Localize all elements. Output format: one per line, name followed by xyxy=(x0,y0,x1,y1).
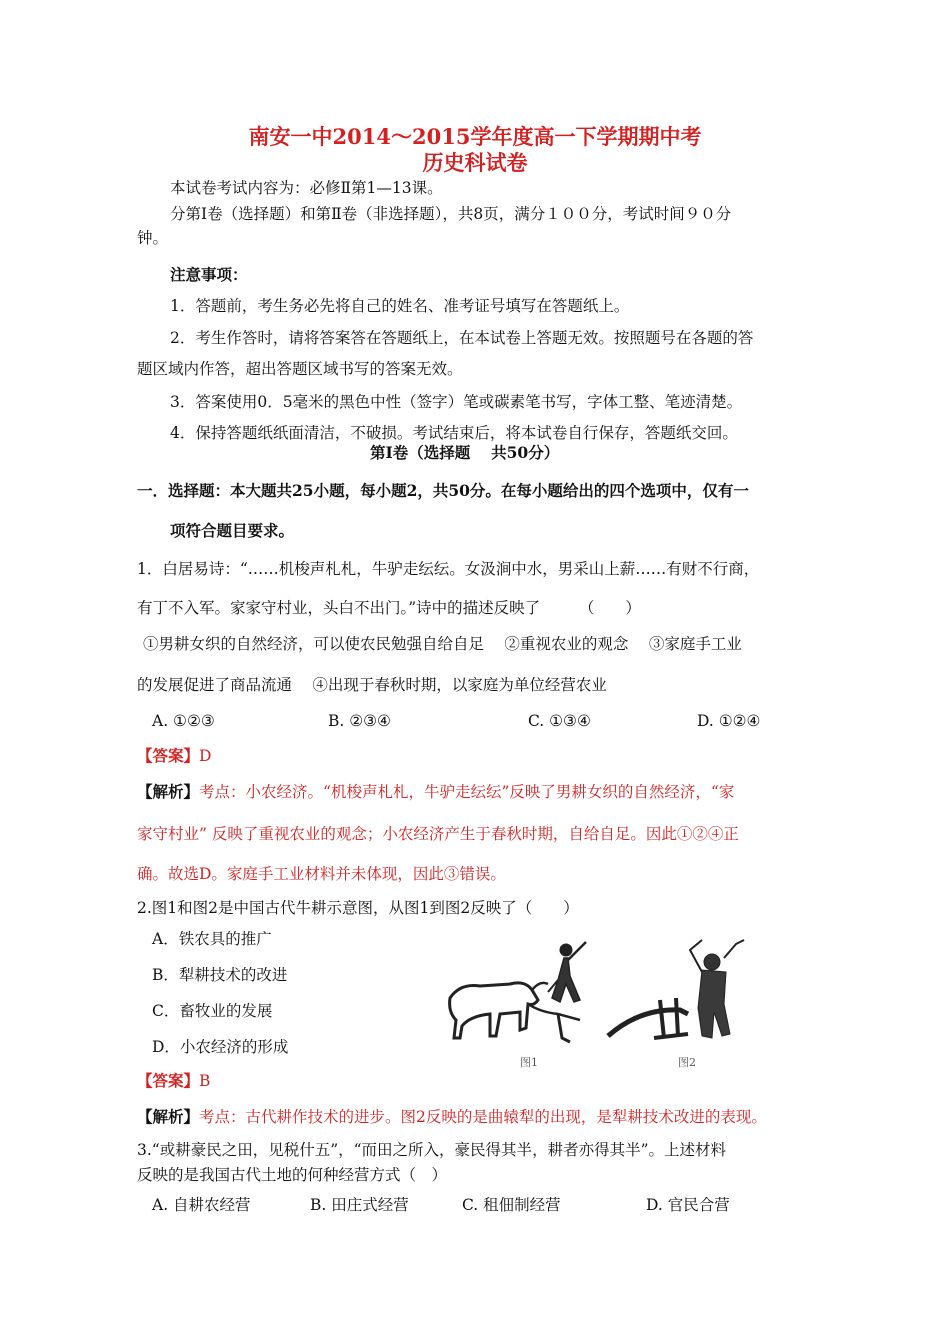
q3-option-c: C. 租佃制经营 xyxy=(462,1196,561,1214)
exam-title: 南安一中2014～2015学年度高一下学期期中考 xyxy=(248,124,702,149)
notice-heading: 注意事项： xyxy=(170,265,248,284)
q1-answer xyxy=(137,746,211,766)
q2-option-d: D．小农经济的形成 xyxy=(152,1038,289,1056)
q1-option-d: D. ①②④ xyxy=(697,712,761,730)
q3-stem-line-1: 3.“或耕豪民之田，见税什五”，“而田之所入，豪民得其半，耕者亦得其半”。上述材料 xyxy=(137,1141,726,1159)
q2-analysis-line-1 xyxy=(137,1107,767,1127)
q3-option-a: A. 自耕农经营 xyxy=(152,1196,251,1214)
notice-item-1: 1．答题前，考生务必先将自己的姓名、准考证号填写在答题纸上。 xyxy=(170,297,630,315)
section-instructions: 一．选择题：本大题共25小题，每小题2，共50分。在每小题给出的四个选项中，仅有一 xyxy=(137,481,749,500)
intro-structure-cont: 钟。 xyxy=(137,229,169,247)
q1-stem-line-2: 有丁不入军。家家守村业，头白不出门。”诗中的描述反映了 （ ） xyxy=(137,599,641,617)
q1-analysis-text-1: 考点：小农经济。“机梭声札札，牛驴走纭纭”反映了男耕女织的自然经济，“家 xyxy=(199,783,735,801)
q1-option-b: B. ②③④ xyxy=(328,712,391,730)
intro-structure: 分第Ⅰ卷（选择题）和第Ⅱ卷（非选择题），共8页，满分１００分，考试时间９０分 xyxy=(170,205,732,223)
notice-item-4: 4．保持答题纸纸面清洁，不破损。考试结束后，将本试卷自行保存，答题纸交回。 xyxy=(170,424,738,442)
q2-analysis-label: 【解析】 xyxy=(137,1107,200,1126)
q1-option-a: A. ①②③ xyxy=(152,712,215,730)
q1-statements-line-1: ①男耕女织的自然经济，可以使农民勉强自给自足 ②重视农业的观念 ③家庭手工业 xyxy=(143,635,742,653)
q1-analysis-line-3: 确。故选D。家庭手工业材料并未体现，因此③错误。 xyxy=(137,865,506,883)
q3-stem-line-2: 反映的是我国古代土地的何种经营方式（ ） xyxy=(137,1166,448,1184)
q1-stem-line-1: 1．白居易诗：“……机梭声札札，牛驴走纭纭。女汲涧中水，男采山上薪……有财不行商， xyxy=(137,560,760,578)
figure-2-curved-plow xyxy=(608,940,744,1038)
q3-option-b: B. 田庄式经营 xyxy=(310,1196,409,1214)
q1-option-c: C. ①③④ xyxy=(528,712,591,730)
q1-analysis-line-1 xyxy=(137,782,734,802)
q1-answer-value: D xyxy=(199,747,212,765)
q1-analysis-line-2: 家守村业” 反映了重视农业的观念；小农经济产生于春秋时期，自给自足。因此①②④正 xyxy=(137,825,739,843)
q2-stem: 2.图1和图2是中国古代牛耕示意图，从图1到图2反映了（ ） xyxy=(137,899,579,917)
plowing-illustration xyxy=(440,928,750,1076)
q1-analysis-label: 【解析】 xyxy=(137,782,200,801)
figure-1-label: 图1 xyxy=(520,1056,538,1069)
notice-item-2-cont: 题区域内作答，超出答题区域书写的答案无效。 xyxy=(137,360,463,378)
q2-answer xyxy=(137,1071,210,1091)
q2-answer-label: 【答案】 xyxy=(137,1071,200,1090)
exam-subtitle: 历史科试卷 xyxy=(422,150,528,175)
section-instructions-cont: 项符合题目要求。 xyxy=(170,521,295,540)
figure-2-label: 图2 xyxy=(678,1056,696,1069)
section-heading: 第Ⅰ卷（选择题 共50分） xyxy=(370,443,560,462)
q2-option-c: C．畜牧业的发展 xyxy=(152,1002,273,1020)
q2-analysis-text-1: 考点：古代耕作技术的进步。图2反映的是曲辕犁的出现，是犁耕技术改进的表现。 xyxy=(199,1108,767,1126)
notice-item-2: 2．考生作答时，请将答案答在答题纸上，在本试卷上答题无效。按照题号在各题的答 xyxy=(170,329,754,347)
notice-item-3: 3．答案使用0．5毫米的黑色中性（签字）笔或碳素笔书写，字体工整、笔迹清楚。 xyxy=(170,393,743,411)
q1-statements-line-2: 的发展促进了商品流通 ④出现于春秋时期，以家庭为单位经营农业 xyxy=(137,676,607,694)
intro-scope: 本试卷考试内容为：必修Ⅱ第1—13课。 xyxy=(170,179,443,197)
q2-option-a: A．铁农具的推广 xyxy=(152,930,272,948)
q3-option-d: D. 官民合营 xyxy=(646,1196,730,1214)
q2-option-b: B．犁耕技术的改进 xyxy=(152,966,288,984)
plowing-figure xyxy=(440,928,750,1076)
q1-answer-label: 【答案】 xyxy=(137,746,200,765)
q2-answer-value: B xyxy=(199,1072,211,1090)
figure-1-ox-plowing xyxy=(450,942,586,1042)
